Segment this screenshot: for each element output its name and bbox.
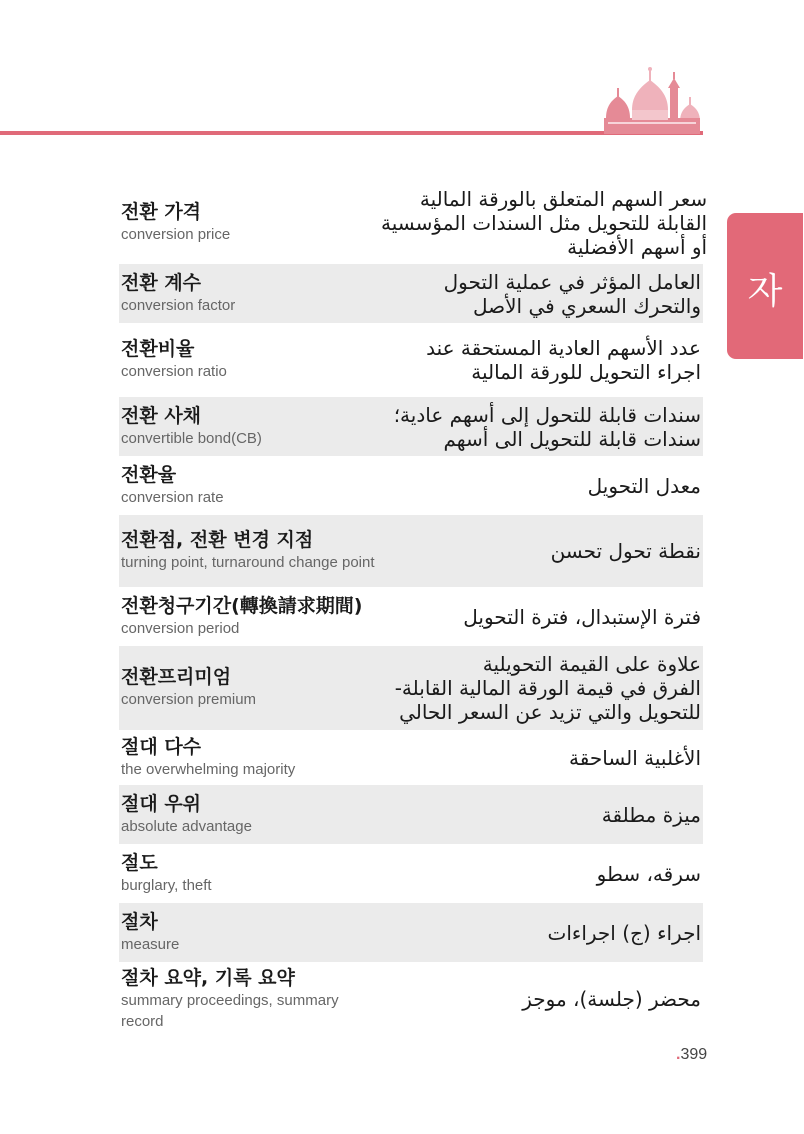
page-number bbox=[676, 1046, 707, 1064]
korean-term: 전환 사채 bbox=[121, 404, 202, 427]
glossary-row bbox=[119, 962, 703, 1036]
glossary-row bbox=[119, 785, 703, 844]
korean-term: 전환청구기간(轉換請求期間) bbox=[121, 594, 363, 617]
section-tab[interactable] bbox=[727, 213, 803, 359]
glossary-row bbox=[119, 587, 703, 646]
english-term: absolute advantage bbox=[121, 817, 252, 835]
arabic-translation: نقطة تحول تحسن bbox=[550, 539, 701, 563]
arabic-translation: عدد الأسهم العادية المستحقة عند اجراء التحويل للورقة المالية bbox=[426, 336, 701, 384]
arabic-translation: سعر السهم المتعلق بالورقة المالية القابلة للتحويل مثل السندات المؤسسية أو أسهم الأفضلية bbox=[381, 187, 708, 259]
section-tab-label: 자 bbox=[747, 271, 783, 312]
korean-term: 절대 우위 bbox=[121, 792, 202, 815]
mosque-icon bbox=[598, 60, 702, 134]
glossary-row bbox=[119, 182, 708, 264]
glossary-row bbox=[119, 515, 703, 587]
glossary-row bbox=[119, 397, 703, 456]
korean-term: 절도 bbox=[121, 851, 158, 874]
english-term: turning point, turnaround change point bbox=[121, 554, 375, 571]
korean-term: 전환프리미엄 bbox=[121, 666, 232, 688]
korean-term: 전환점, 전환 변경 지점 bbox=[121, 529, 314, 551]
arabic-translation: علاوة على القيمة التحويلية الفرق في قيمة الورقة المالية القابلة- للتحويل والتي تزيد عن السعر الحالي bbox=[394, 652, 701, 724]
arabic-translation: الأغلبية الساحقة bbox=[569, 745, 701, 770]
arabic-translation: العامل المؤثر في عملية التحول والتحرك السعري في الأصل bbox=[443, 269, 701, 318]
korean-term: 절차 요약, 기록 요약 bbox=[121, 966, 295, 989]
english-term: convertible bond(CB) bbox=[121, 429, 262, 447]
glossary-row bbox=[119, 730, 703, 785]
page-number-value: 399 bbox=[680, 1046, 708, 1063]
arabic-translation: ميزة مطلقة bbox=[601, 802, 701, 827]
glossary-row bbox=[119, 646, 703, 730]
glossary-row bbox=[119, 456, 703, 515]
glossary-row bbox=[119, 903, 703, 962]
page-dot: . bbox=[676, 1046, 681, 1063]
english-term: burglary, theft bbox=[121, 876, 212, 894]
english-term: conversion rate bbox=[121, 488, 224, 506]
english-term: conversion factor bbox=[121, 296, 236, 314]
english-term: the overwhelming majority bbox=[121, 760, 296, 778]
english-term: summary proceedings, summary record bbox=[121, 991, 339, 1030]
korean-term: 전환 가격 bbox=[121, 201, 202, 223]
english-term: conversion premium bbox=[121, 691, 257, 708]
korean-term: 절대 다수 bbox=[121, 735, 202, 758]
arabic-translation: اجراء (ج) اجراءات bbox=[547, 920, 701, 945]
arabic-translation: فترة الإستبدال، فترة التحويل bbox=[463, 604, 701, 629]
korean-term: 절차 bbox=[121, 910, 158, 933]
english-term: conversion period bbox=[121, 619, 240, 637]
english-term: conversion ratio bbox=[121, 363, 227, 380]
arabic-translation: سندات قابلة للتحول إلى أسهم عادية؛ سندات قابلة للتحويل الى أسهم bbox=[393, 402, 701, 451]
glossary-row bbox=[119, 844, 703, 903]
glossary-row bbox=[119, 323, 703, 397]
korean-term: 전환 계수 bbox=[121, 271, 202, 294]
arabic-translation: سرقه، سطو bbox=[596, 861, 701, 886]
arabic-translation: معدل التحويل bbox=[587, 473, 701, 498]
english-term: measure bbox=[121, 935, 180, 953]
glossary-row bbox=[119, 264, 703, 323]
arabic-translation: محضر (جلسة)، موجز bbox=[522, 987, 701, 1011]
glossary-list bbox=[119, 182, 708, 1036]
english-term: conversion price bbox=[121, 226, 231, 243]
korean-term: 전환비율 bbox=[121, 338, 195, 360]
korean-term: 전환율 bbox=[121, 463, 177, 486]
